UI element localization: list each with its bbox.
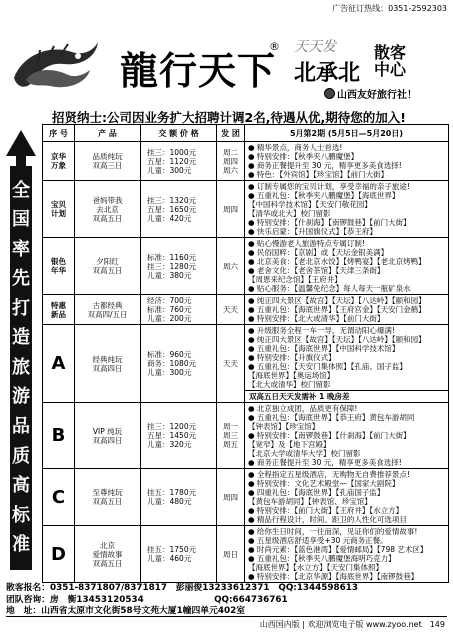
cell-line: 【中国科学技术馆】【天安门敬花园】 [248,200,372,209]
row-footnote: 双高五日天天发需补 1 晚房差 [245,391,449,403]
cell-line: 儿童：480元 [147,497,192,506]
cell-line: 标准：960元 [147,350,192,359]
cell-line: 双高五日 [92,213,123,223]
cell-line: 【黄包车游胡同】【钟表馆、珍宝馆】 [248,497,372,506]
cell-line: ● 五重礼包：【天安门集体照】【孔庙、国子监】 [248,362,407,371]
row-price [141,325,217,403]
cell-line: 爸妈带我 [92,195,123,205]
cell-line: 周四 [223,492,238,502]
cell-line: ● 特别安排：【北京华源】【海底世界】【南锣鼓巷】 [248,572,419,581]
cell-line: 双高五日 [92,497,123,506]
cell-line: 五星：1120元 [147,156,197,166]
cell-line: 儿童：300元 [147,368,192,377]
cell-line: 双高三日 [92,161,123,170]
cell-line: 京华 [51,152,66,161]
cell-line: ● 五重礼包：【海底世界】【恭王府】黄包车游胡同 [248,413,415,422]
cell-line: ● 特色：【外宾馆】【珍宝馆】【前门大街】 [248,170,389,179]
cell-line: 【海底世界】【水立方】【天安门集体照】 [248,563,383,572]
row-departure-days [217,238,245,295]
cell-line: 银色 [51,257,66,266]
row-departure-days [217,469,245,526]
table-header-row [43,125,449,142]
cell-line: 万象 [51,161,66,170]
banner [6,36,447,101]
logo-title: 龍行天下 [120,48,277,93]
cell-line: 周一 [223,422,238,431]
side-slogan-char: 旅 [12,356,30,378]
cell-line: 周日 [223,549,238,559]
row-itinerary [245,526,449,583]
side-slogan-char: 质 [12,445,30,467]
row-category [43,403,75,469]
row-product [75,142,141,181]
cell-line: 【北京大学或清华大学】校门留影 [248,449,361,458]
cell-line: ● 快乐启蒙：【升国旗仪式】【恭王府】 [248,227,377,236]
row-itinerary [245,295,449,325]
cell-line: 【钟表馆】【珍宝馆】 [248,422,320,431]
cell-line: 儿童：320元 [147,440,192,449]
cell-line: 经济：700元 [147,296,192,305]
row-category [43,295,75,325]
cell-line: ● 五重礼包：【秋季夹八鹏魔堡海明巧克力】 [248,554,396,563]
cell-line: ● 特别安排：【前门大街】【王府井】【水立方】 [248,506,404,515]
agency-name: 山西友好旅行社！ [324,86,417,100]
row-price [141,238,217,295]
side-slogan-char: 准 [12,534,30,556]
side-slogan-char: 品 [12,416,30,438]
table-row [43,295,449,325]
banner-slogan: 天天发 [294,39,336,55]
cell-line: ● 时尚元素：【蓝色港湾】【爱情邮局】【798 艺术区】 [248,545,428,554]
cell-line: 【宽窄】及【地下宫殿】 [248,440,331,449]
cell-line: 【清华或北大】校门留影 [248,209,331,218]
row-itinerary [245,181,449,238]
cell-line: VIP 纯玩 [92,426,123,436]
cell-line: 商务：1080元 [147,359,197,368]
table-row [43,181,449,238]
cell-line: 北京 [100,540,115,550]
cell-line: ● 精品行程设计，时间、距卫的人性化可选项目 [248,515,407,524]
cell-line: ● 特别安排：【升旗仪式】 [248,353,336,362]
cell-line: 儿童：200元 [147,314,192,323]
up-arrow-icon [4,128,38,168]
row-category [43,526,75,583]
table-row [43,325,449,391]
header-number: 序 号 [43,125,75,142]
row-departure-days [217,142,245,181]
row-product [75,325,141,403]
cell-line: 挂五：1750元 [147,545,197,554]
contact-address: 地 址：山西省太原市文化街58号文苑大厦1幢四单元402室 [6,606,246,616]
cell-line: ● 特别安排：文化艺术殿堂—【国家大剧院】 [248,479,400,488]
row-departure-days [217,403,245,469]
header-price: 交 额 价 格 [141,125,217,142]
row-product [75,403,141,469]
cell-line: 双高四日 [92,435,123,445]
side-slogan-char: 国 [12,209,30,231]
cell-line: 五星：1450元 [147,431,197,440]
cell-line: 标准：1160元 [147,252,197,262]
cell-line: ● 民俗国粹：【京剧】或【天坛金银美满】 [248,248,389,257]
registered-mark: ® [269,40,280,53]
cell-line: ● 特别安排：【南锣鼓巷】【什刹海】【前门大街】 [248,431,411,440]
cell-line: ● 贴心慢游老人旅游特点专属订制! [248,239,365,248]
cell-line: B [51,425,66,446]
ad-hotline: 广告征订热线：0351-2592303 [332,4,447,13]
cell-line: 年华 [51,266,66,275]
contact-info [6,583,447,618]
cell-line: D [51,543,66,565]
row-category [43,142,75,181]
cell-line: 双高四日 [92,363,123,373]
cell-line: 双高四/五日 [87,309,128,319]
cell-line: ● 商务正餐提升至 30 元，精享更多美食选择! [248,458,402,467]
row-departure-days [217,526,245,583]
cell-line: ● 五重礼包：【秋季夹八鹏魔堡】【海底世界】 [248,191,400,200]
row-category [43,469,75,526]
cell-line: 儿童：460元 [147,554,192,563]
row-price [141,526,217,583]
cell-line: 五星：1650元 [147,204,197,214]
cell-line: ● 五重礼包：【海底世界】【王府宫金】【天安门金鹤】 [248,305,426,314]
side-slogan-char: 全 [12,179,30,201]
row-itinerary [245,403,449,469]
cell-line: 周三 [223,431,238,440]
row-price [141,295,217,325]
cell-line: 周四 [223,204,238,214]
cell-line: 去北京 [96,204,119,214]
cell-line: ● 老舍文化：【老舍茶馆】【天津三条街】 [248,266,385,275]
cell-line: ● 五星级酒店舒适享受+30 元商务正餐。 [248,536,388,545]
page-footer: 山西国内版 | 欢迎浏览电子版 www.zyoo.net 149 [259,620,445,629]
cell-line: ● 贴心服务：【温馨免纪念】每人每天一瓶矿泉水 [248,284,411,293]
row-itinerary [245,469,449,526]
cell-line: ● 特别安排：【秋季夹八鹏魔堡】 [248,152,359,161]
row-departure-days [217,325,245,403]
row-product [75,295,141,325]
cell-line: 双高五日 [92,266,123,275]
row-category [43,325,75,403]
cell-line: 挂三：1320元 [147,195,197,205]
divider [6,616,447,617]
cell-line: 经典纯玩 [92,354,123,364]
cell-line: ● 北京独立成团，品质更有保障! [248,404,358,413]
banner-subtitle: 北承北 [294,61,361,86]
cell-line: 双高五日 [92,558,123,568]
cell-line: ● 给你生日时间，一往而深，见证你们的爱情故事! [248,527,418,536]
cell-line: 古都经典 [92,300,123,310]
cell-line: 周四 [223,156,238,166]
cell-line: ● 升级服务全程一车一导，无谓动阳心爆满! [248,326,395,335]
row-product [75,526,141,583]
cell-line: C [51,486,66,508]
row-product [75,469,141,526]
row-itinerary [245,142,449,181]
cell-line: 【海底世界】【奥运场馆】 [248,371,335,380]
cell-line: ● 纯正四大景区【故宫】【天坛】【八达岭】【颐和园】 [248,296,426,305]
cell-line: ● 商务正餐提升至 30 元，精享更多美食选择! [248,161,402,170]
banner-tag: 散客 中心 [374,43,407,79]
cell-line: ● 特别安排：【北大或清华】【前门大街】 [248,314,385,323]
side-slogan-bar [10,166,32,570]
side-slogan-char: 游 [12,386,30,408]
cell-line: ● 北京美食：【老北京水饺】【烤鸭宴】【老北京烤鸭】 [248,257,426,266]
cell-line: 新品 [51,309,66,319]
cell-line: 宝贝 [51,200,66,209]
cell-line: 夕阳红 [96,257,119,266]
cell-line: 儿童：300元 [147,165,192,175]
cell-line: ● 特别安排：【什刹海】【南锣鼓巷】【前门大街】 [248,218,411,227]
table-row [43,238,449,295]
row-category [43,181,75,238]
table-row [43,526,449,583]
cell-line: 特惠 [51,300,66,310]
contact-group: 团队咨询：房 衡13453120534 QQ:664736761 [6,594,288,605]
side-slogan-char: 高 [12,475,30,497]
cell-line: 至尊纯玩 [92,488,123,497]
cell-line: A [51,353,66,374]
cell-line: 品质纯玩 [92,152,123,161]
header-product: 产 品 [75,125,141,142]
row-product [75,238,141,295]
cell-line: 儿童：380元 [147,270,192,280]
cell-line: 挂三：1000元 [147,147,197,157]
cell-line: 计划 [51,209,66,218]
contact-individual: 散客报名：0351-8371807/8371817 彭丽俊13233612371 QQ:1344598613 [6,583,359,593]
side-slogan-char: 造 [12,327,30,349]
cell-line: 天天 [223,359,238,368]
cell-line: 标准：760元 [147,305,192,314]
table-row [43,142,449,181]
cell-line: 挂三：1280元 [147,261,197,271]
row-category [43,238,75,295]
cell-line: 周六 [223,165,238,175]
cell-line: ● 四重礼包：【海底世界】【孔庙国子监】 [248,488,385,497]
cell-line: 挂三：1200元 [147,422,197,431]
table-row [43,469,449,526]
cell-line: 爱情故事 [92,549,123,559]
cell-line: 【周恩来纪念馆】【王府井】 [248,275,342,284]
dragon-logo-icon [8,38,100,94]
side-slogan-char: 率 [12,238,30,260]
cell-line: 天天 [223,305,238,314]
side-slogan [4,128,38,570]
globe-icon [324,88,335,99]
side-slogan-char: 标 [12,504,30,526]
row-price [141,403,217,469]
row-price [141,181,217,238]
header-departure: 发 团 [217,125,245,142]
side-slogan-char: 先 [12,268,30,290]
tour-schedule-table [42,124,449,583]
row-product [75,181,141,238]
cell-line: ● 纯正四大景区【故宫】【天坛】【八达岭】【颐和园】 [248,335,426,344]
cell-line: 周二 [223,147,238,157]
cell-line: ● 全程指定五星级酒店，无购物无自费推荐景点! [248,470,410,479]
cell-line: 【北大或清华】校门留影 [248,380,331,389]
cell-line: ● 五重礼包：【海底世界】【中国科学技术馆】 [248,344,400,353]
side-slogan-char: 打 [12,297,30,319]
recruitment-notice: 招贤纳士:公司因业务扩大招聘计调2名,待遇从优,期待您的加入! [52,110,406,125]
row-itinerary [245,238,449,295]
cell-line: ● 订制专属您的宝贝计划，享受幸福的亲子旅途! [248,182,410,191]
cell-line: 儿童：420元 [147,213,192,223]
cell-line: 周六 [223,261,238,271]
row-departure-days [217,181,245,238]
header-period: 5月第2期 (5月5日—5月20日) [245,125,449,142]
cell-line: 周五 [223,440,238,449]
cell-line: ● 精华景点，商务人士首选! [248,143,343,152]
row-price [141,469,217,526]
table-row [43,403,449,469]
row-price [141,142,217,181]
row-itinerary [245,325,449,391]
row-departure-days [217,295,245,325]
cell-line: 挂五：1780元 [147,488,197,497]
